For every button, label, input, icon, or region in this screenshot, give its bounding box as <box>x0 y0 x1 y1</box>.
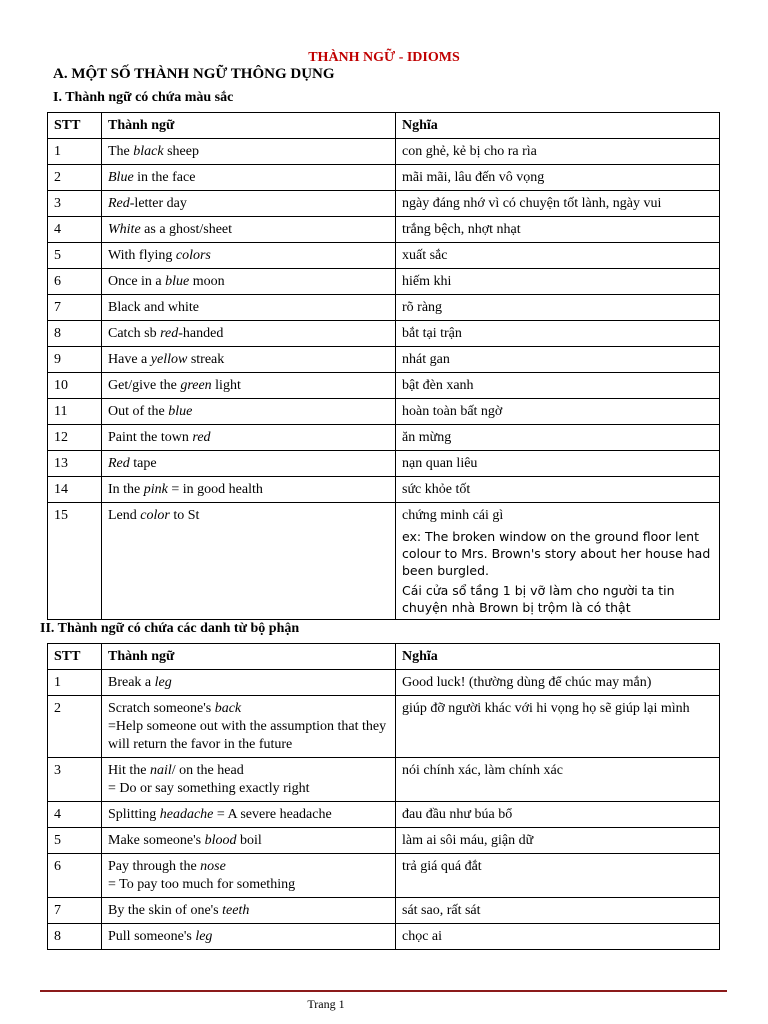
row-number: 5 <box>48 828 102 854</box>
idiom-keyword: blood <box>204 833 237 848</box>
idiom-cell <box>102 321 396 347</box>
column-header-idiom: Thành ngữ <box>102 644 396 670</box>
row-number: 4 <box>48 217 102 243</box>
table-row <box>48 758 720 802</box>
idiom-keyword: green <box>180 378 212 393</box>
color-idioms-table <box>47 112 720 620</box>
idiom-keyword: Red <box>108 196 130 211</box>
idiom-keyword: colors <box>175 248 211 263</box>
table-row <box>48 191 720 217</box>
idiom-keyword: leg <box>154 675 172 690</box>
table-row <box>48 924 720 950</box>
idiom-keyword: blue <box>168 404 193 419</box>
idiom-cell <box>102 139 396 165</box>
meaning-text: hoàn toàn bất ngờ <box>402 404 503 419</box>
row-number: 6 <box>48 269 102 295</box>
idiom-cell <box>102 924 396 950</box>
table-row <box>48 503 720 620</box>
table-row <box>48 451 720 477</box>
idiom-keyword: nose <box>200 859 226 874</box>
table-row <box>48 321 720 347</box>
table-row <box>48 399 720 425</box>
row-number: 7 <box>48 295 102 321</box>
idiom-text: in the face <box>133 170 196 185</box>
idiom-cell <box>102 165 396 191</box>
meaning-cell <box>396 243 720 269</box>
meaning-text: trả giá quá đắt <box>402 859 482 874</box>
idiom-keyword: yellow <box>150 352 188 367</box>
idiom-keyword: teeth <box>222 903 250 918</box>
idiom-text: as a ghost/sheet <box>140 222 233 237</box>
meaning-cell <box>396 696 720 758</box>
meaning-cell <box>396 295 720 321</box>
idiom-keyword: black <box>133 144 164 159</box>
table-row <box>48 243 720 269</box>
idiom-cell <box>102 696 396 758</box>
meaning-text: giúp đỡ người khác với hi vọng họ sẽ giúp lại mình <box>402 701 690 716</box>
row-number: 7 <box>48 898 102 924</box>
column-header-meaning: Nghĩa <box>396 113 720 139</box>
meaning-text: bắt tại trận <box>402 326 462 341</box>
section-2-heading: II. Thành ngữ có chứa các danh từ bộ phận <box>40 621 300 636</box>
idiom-text: Make someone's <box>108 833 205 848</box>
idiom-cell <box>102 758 396 802</box>
idiom-text: = in good health <box>167 482 263 497</box>
meaning-cell <box>396 191 720 217</box>
idiom-keyword: back <box>214 701 242 716</box>
idiom-keyword: color <box>140 508 170 523</box>
meaning-example: ex: The broken window on the ground floor lent colour to Mrs. Brown's story about her house had been burgled. <box>402 529 711 578</box>
idiom-text: Pull someone's <box>108 929 196 944</box>
meaning-cell <box>396 503 720 620</box>
idiom-cell <box>102 670 396 696</box>
row-number: 2 <box>48 165 102 191</box>
table-row <box>48 477 720 503</box>
document-title: THÀNH NGỮ - IDIOMS <box>308 50 460 65</box>
meaning-cell <box>396 758 720 802</box>
body-part-idioms-body <box>48 670 720 950</box>
meaning-text: Good luck! (thường dùng để chúc may mắn) <box>402 675 652 690</box>
idiom-cell <box>102 425 396 451</box>
row-number: 3 <box>48 191 102 217</box>
meaning-cell <box>396 451 720 477</box>
idiom-text: to St <box>169 508 200 523</box>
idiom-text: boil <box>236 833 262 848</box>
idiom-text: light <box>211 378 241 393</box>
meaning-text: bật đèn xanh <box>402 378 474 393</box>
row-number: 1 <box>48 670 102 696</box>
row-number: 8 <box>48 924 102 950</box>
table-row <box>48 373 720 399</box>
table-header-row <box>48 644 720 670</box>
table-row <box>48 217 720 243</box>
table-header-row <box>48 113 720 139</box>
row-number: 8 <box>48 321 102 347</box>
idiom-text: Black and white <box>108 300 199 315</box>
idiom-text: = A severe headache <box>213 807 332 822</box>
table-row <box>48 165 720 191</box>
idiom-text: Scratch someone's <box>108 701 215 716</box>
meaning-cell <box>396 321 720 347</box>
idiom-text: Splitting <box>108 807 160 822</box>
meaning-cell <box>396 670 720 696</box>
meaning-text: con ghẻ, kẻ bị cho ra rìa <box>402 144 537 159</box>
meaning-cell <box>396 347 720 373</box>
meaning-cell <box>396 477 720 503</box>
meaning-text: đau đầu như búa bổ <box>402 807 513 822</box>
column-header-stt: STT <box>48 644 102 670</box>
idiom-cell <box>102 898 396 924</box>
meaning-text: ngày đáng nhớ vì có chuyện tốt lành, ngày vui <box>402 196 662 211</box>
idiom-text: Catch sb <box>108 326 161 341</box>
idiom-text: / on the head <box>171 763 244 778</box>
row-number: 3 <box>48 758 102 802</box>
idiom-cell <box>102 295 396 321</box>
table-row <box>48 139 720 165</box>
idiom-keyword: red <box>160 326 179 341</box>
idiom-cell <box>102 802 396 828</box>
meaning-text: nói chính xác, làm chính xác <box>402 763 563 778</box>
meaning-text: chứng minh cái gì <box>402 508 504 523</box>
color-idioms-body <box>48 139 720 620</box>
idiom-cell <box>102 828 396 854</box>
footer-divider <box>40 990 727 992</box>
row-number: 11 <box>48 399 102 425</box>
table-row <box>48 802 720 828</box>
idiom-text: Break a <box>108 675 155 690</box>
meaning-example: Cái cửa sổ tầng 1 bị vỡ làm cho người ta tin chuyện nhà Brown bị trộm là có thật <box>402 583 675 615</box>
idiom-cell <box>102 269 396 295</box>
meaning-cell <box>396 854 720 898</box>
table-row <box>48 828 720 854</box>
column-header-stt: STT <box>48 113 102 139</box>
table-row <box>48 295 720 321</box>
idiom-text: streak <box>187 352 225 367</box>
meaning-cell <box>396 139 720 165</box>
idiom-text: Out of the <box>108 404 169 419</box>
row-number: 12 <box>48 425 102 451</box>
table-row <box>48 898 720 924</box>
meaning-text: trắng bệch, nhợt nhạt <box>402 222 521 237</box>
row-number: 6 <box>48 854 102 898</box>
row-number: 15 <box>48 503 102 620</box>
meaning-text: rõ ràng <box>402 300 443 315</box>
meaning-text: làm ai sôi máu, giận dữ <box>402 833 534 848</box>
table-row <box>48 670 720 696</box>
row-number: 1 <box>48 139 102 165</box>
idiom-text: -handed <box>178 326 224 341</box>
meaning-cell <box>396 898 720 924</box>
idiom-cell <box>102 373 396 399</box>
meaning-text: xuất sắc <box>402 248 448 263</box>
idiom-text: In the <box>108 482 144 497</box>
idiom-text: By the skin of one's <box>108 903 223 918</box>
idiom-cell <box>102 477 396 503</box>
meaning-cell <box>396 425 720 451</box>
meaning-cell <box>396 399 720 425</box>
idiom-text: Paint the town <box>108 430 193 445</box>
idiom-cell <box>102 399 396 425</box>
body-part-idioms-table <box>47 643 720 950</box>
meaning-text: sức khỏe tốt <box>402 482 471 497</box>
meaning-cell <box>396 924 720 950</box>
idiom-keyword: leg <box>195 929 213 944</box>
meaning-cell <box>396 269 720 295</box>
idiom-keyword: Red <box>108 456 130 471</box>
idiom-keyword: Blue <box>108 170 134 185</box>
idiom-keyword: nail <box>150 763 172 778</box>
meaning-cell <box>396 217 720 243</box>
row-number: 14 <box>48 477 102 503</box>
idiom-cell <box>102 854 396 898</box>
row-number: 9 <box>48 347 102 373</box>
row-number: 4 <box>48 802 102 828</box>
idiom-keyword: red <box>192 430 211 445</box>
idiom-keyword: blue <box>165 274 190 289</box>
idiom-text: Pay through the <box>108 859 201 874</box>
meaning-text: chọc ai <box>402 929 443 944</box>
column-header-idiom: Thành ngữ <box>102 113 396 139</box>
idiom-text: sheep <box>163 144 199 159</box>
table-row <box>48 696 720 758</box>
idiom-text: Lend <box>108 508 141 523</box>
meaning-text: nhát gan <box>402 352 450 367</box>
idiom-cell <box>102 243 396 269</box>
idiom-cell <box>102 503 396 620</box>
table-row <box>48 854 720 898</box>
idiom-keyword: pink <box>143 482 168 497</box>
table-row <box>48 425 720 451</box>
row-number: 5 <box>48 243 102 269</box>
idiom-text: Have a <box>108 352 151 367</box>
idiom-text: Get/give the <box>108 378 181 393</box>
idiom-keyword: White <box>108 222 141 237</box>
row-number: 2 <box>48 696 102 758</box>
idiom-text: moon <box>189 274 225 289</box>
meaning-text: mãi mãi, lâu đến vô vọng <box>402 170 545 185</box>
meaning-text: hiếm khi <box>402 274 452 289</box>
table-row <box>48 347 720 373</box>
idiom-text: The <box>108 144 134 159</box>
column-header-meaning: Nghĩa <box>396 644 720 670</box>
idiom-cell <box>102 451 396 477</box>
idiom-cell <box>102 347 396 373</box>
idiom-keyword: headache <box>159 807 214 822</box>
meaning-text: ăn mừng <box>402 430 452 445</box>
idiom-definition: = To pay too much for something <box>108 877 296 892</box>
idiom-text: Hit the <box>108 763 150 778</box>
idiom-text: Once in a <box>108 274 166 289</box>
meaning-cell <box>396 802 720 828</box>
row-number: 13 <box>48 451 102 477</box>
section-a-heading: A. MỘT SỐ THÀNH NGỮ THÔNG DỤNG <box>53 66 335 82</box>
meaning-cell <box>396 828 720 854</box>
idiom-text: With flying <box>108 248 176 263</box>
idiom-definition: =Help someone out with the assumption that they will return the favor in the future <box>108 719 387 752</box>
meaning-text: nạn quan liêu <box>402 456 478 471</box>
meaning-cell <box>396 165 720 191</box>
meaning-text: sát sao, rất sát <box>402 903 481 918</box>
idiom-definition: = Do or say something exactly right <box>108 781 310 796</box>
meaning-cell <box>396 373 720 399</box>
page-number: Trang 1 <box>307 997 345 1011</box>
row-number: 10 <box>48 373 102 399</box>
idiom-cell <box>102 217 396 243</box>
idiom-cell <box>102 191 396 217</box>
idiom-text: tape <box>129 456 157 471</box>
table-row <box>48 269 720 295</box>
idiom-text: -letter day <box>129 196 187 211</box>
section-1-heading: I. Thành ngữ có chứa màu sắc <box>53 90 234 105</box>
